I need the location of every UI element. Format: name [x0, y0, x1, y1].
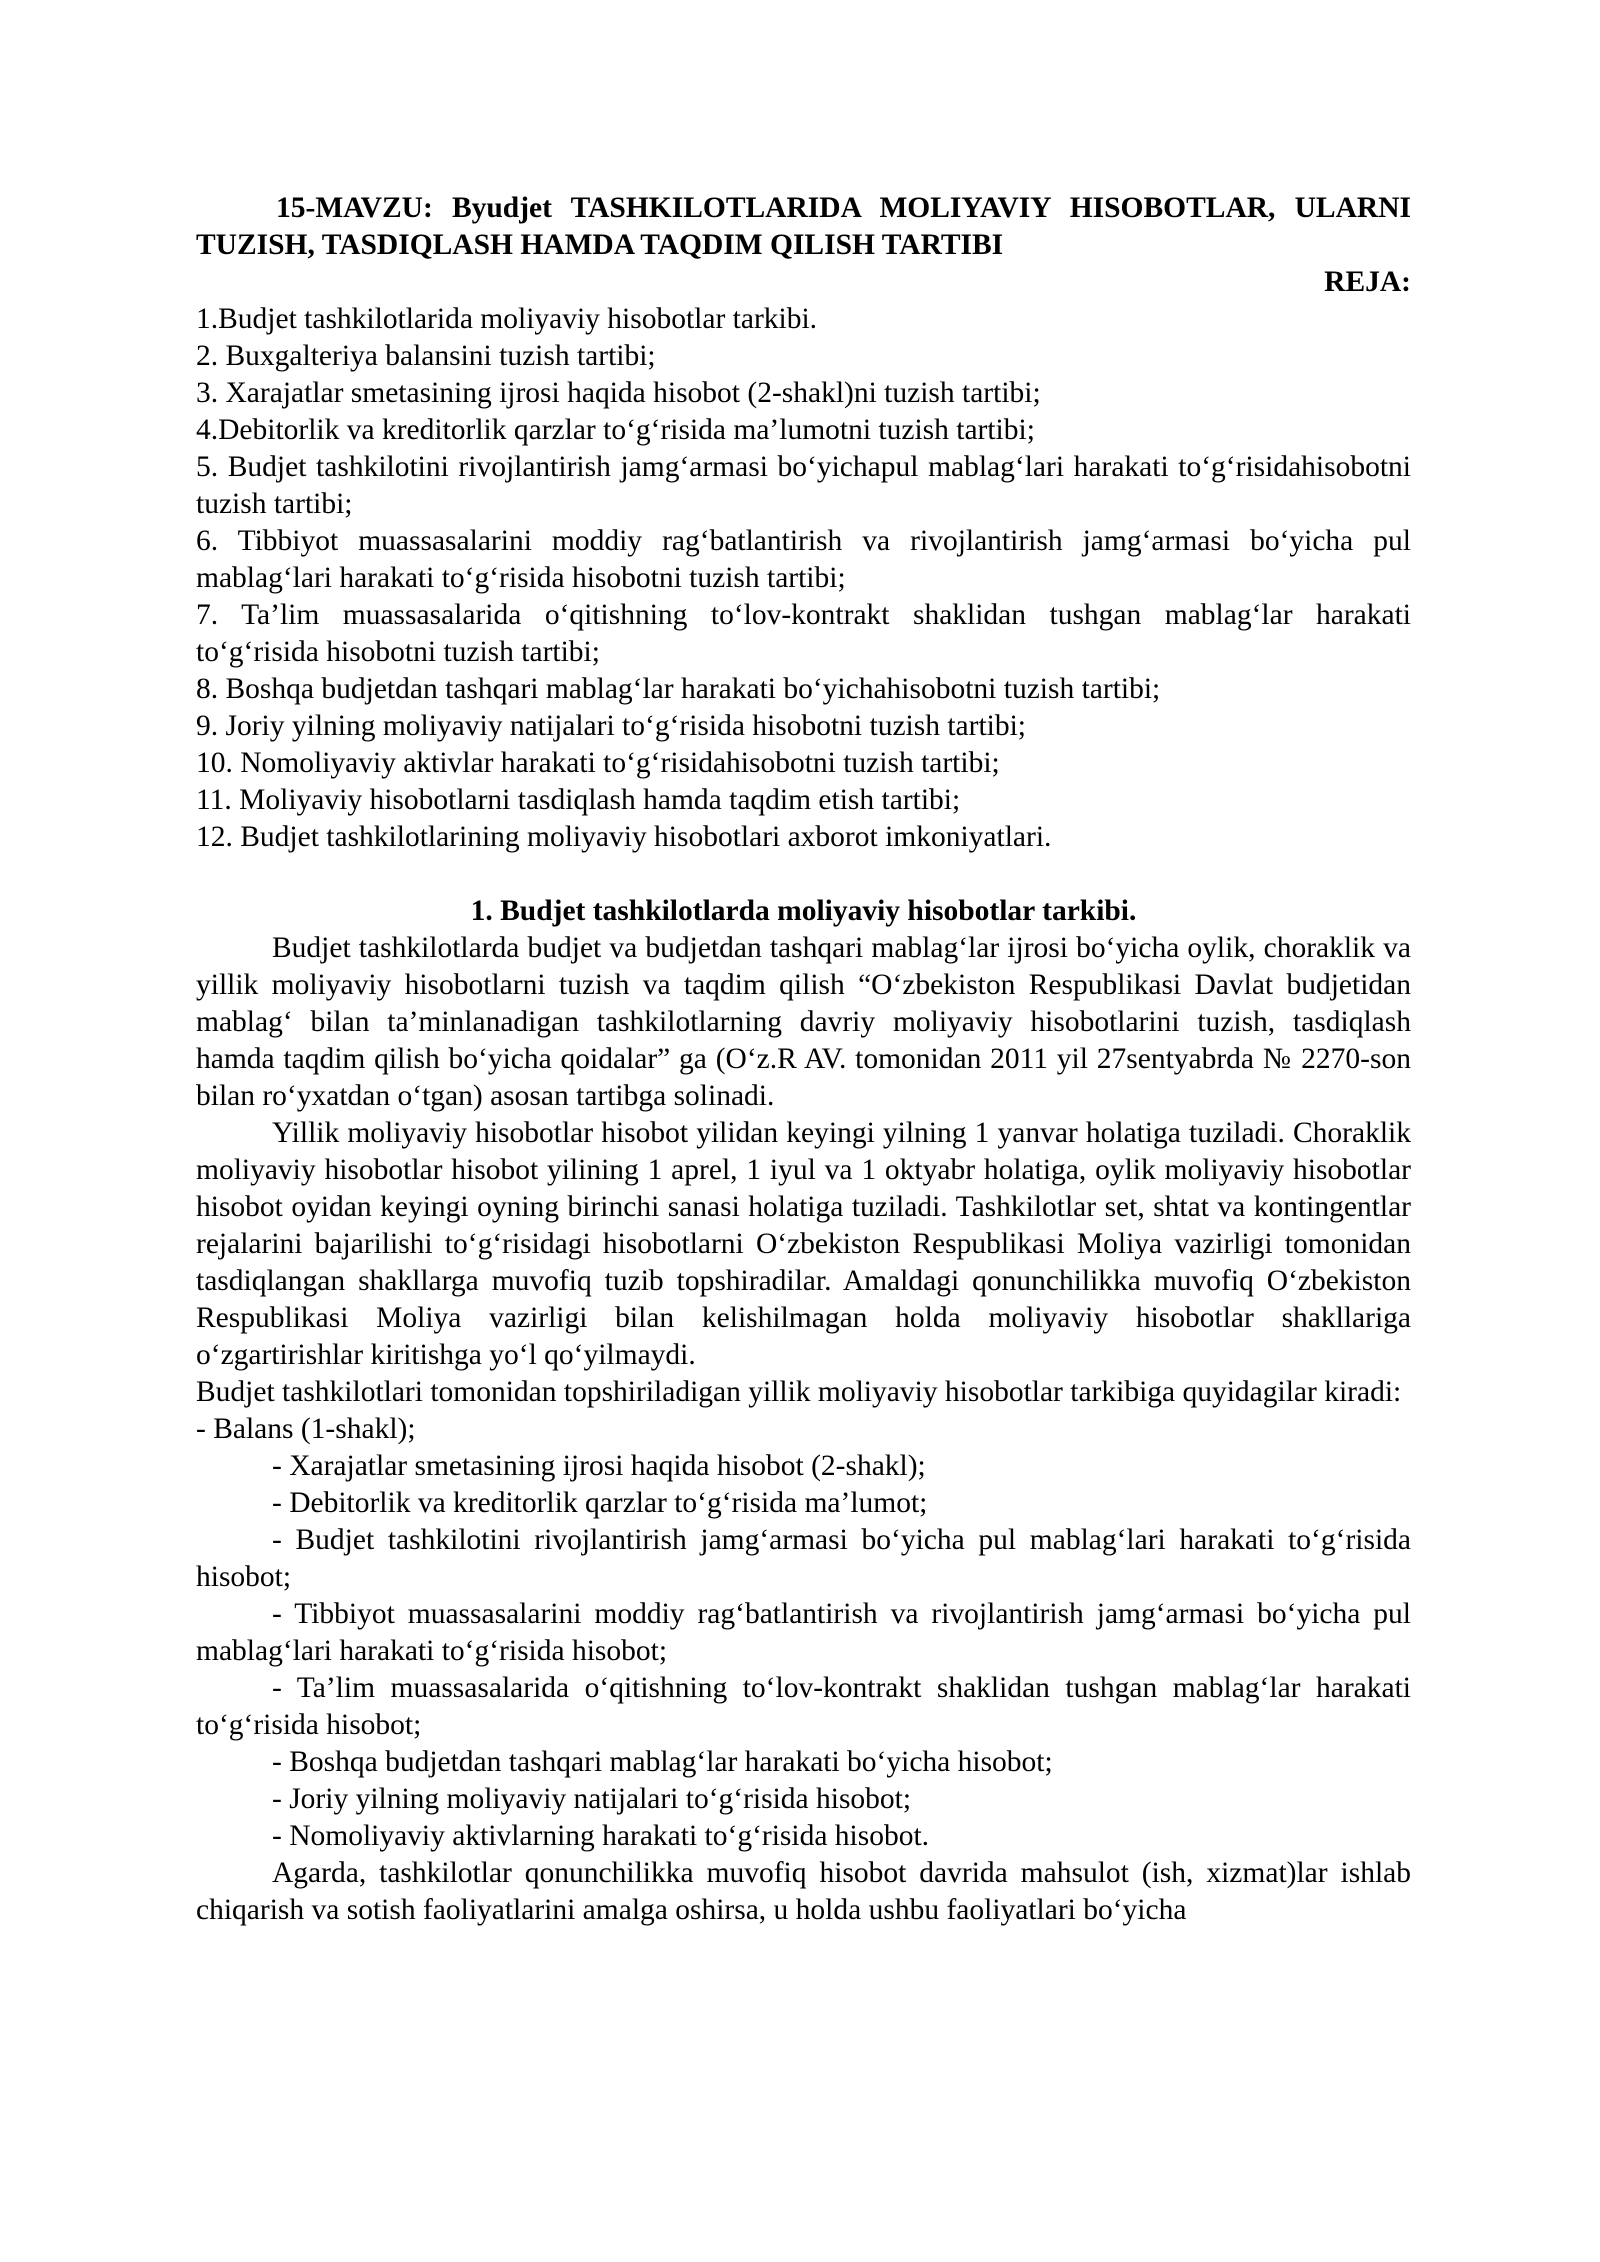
plan-item: 9. Joriy yilning moliyaviy natijalari to‘g‘risida hisobotni tuzish tartibi; — [196, 710, 1026, 742]
plan-item: 8. Boshqa budjetdan tashqari mablag‘lar harakati bo‘yichahisobotni tuzish tartibi; — [196, 673, 1161, 705]
title-main: TASHKILOTLARIDA MOLIYAVIY HISOBOTLAR, ULARNI TUZISH, TASDIQLASH HAMDA TAQDIM QILISH TARTIBI — [196, 192, 1411, 261]
report-list-item: - Xarajatlar smetasining ijrosi haqida hisobot (2-shakl); — [272, 1450, 926, 1482]
report-list-item: - Ta’lim muassasalarida o‘qitishning to‘lov-kontrakt shaklidan tushgan mablag‘lar harakati to‘g‘risida hisobot; — [196, 1672, 1411, 1741]
report-list-item: - Nomoliyaviy aktivlarning harakati to‘g‘risida hisobot. — [272, 1820, 930, 1852]
title-prefix: 15-MAVZU: Byudjet — [276, 192, 552, 224]
plan-item: 2. Buxgalteriya balansini tuzish tartibi; — [196, 340, 656, 372]
plan-item: 1.Budjet tashkilotlarida moliyaviy hisobotlar tarkibi. — [196, 303, 818, 335]
section-heading: 1. Budjet tashkilotlarda moliyaviy hisobotlar tarkibi. — [470, 895, 1137, 927]
document-title — [196, 190, 1411, 264]
plan-item: 5. Budjet tashkilotini rivojlantirish jamg‘armasi bo‘yichapul mablag‘lari harakati to‘g‘risidahisobotni tuzish tartibi; — [196, 451, 1411, 520]
report-list-item: - Balans (1-shakl); — [196, 1413, 416, 1445]
report-list-item: - Boshqa budjetdan tashqari mablag‘lar harakati bo‘yicha hisobot; — [272, 1746, 1053, 1778]
plan-item: 6. Tibbiyot muassasalarini moddiy rag‘batlantirish va rivojlantirish jamg‘armasi bo‘yicha pul mablag‘lari harakati to‘g‘risida hisobotni tuzish tartibi; — [196, 525, 1411, 594]
paragraph: Agarda, tashkilotlar qonunchilikka muvofiq hisobot davrida mahsulot (ish, xizmat)lar ishlab chiqarish va sotish faoliyatlarini amalga oshirsa, u holda ushbu faoliyatlari bo‘yicha — [196, 1857, 1411, 1926]
plan-item: 11. Moliyaviy hisobotlarni tasdiqlash hamda taqdim etish tartibi; — [196, 784, 961, 816]
plan-label: REJA: — [1324, 266, 1411, 298]
paragraph: Yillik moliyaviy hisobotlar hisobot yilidan keyingi yilning 1 yanvar holatiga tuziladi. Choraklik moliyaviy hisobotlar hisobot yilining 1 aprel, 1 iyul va 1 oktyabr holatiga, oylik moliyaviy hisobotlar hisobot oyidan keyingi oyning birinchi sanasi holatiga tuziladi. Tashkilotlar set, shtat va kontingentlar rejalarini bajarilishi to‘g‘risidagi hisobotlarni O‘zbekiston Respublikasi Moliya vazirligi tomonidan tasdiqlangan shakllarga muvofiq tuzib topshiradilar. Amaldagi qonunchilikka muvofiq O‘zbekiston Respublikasi Moliya vazirligi bilan kelishilmagan holda moliyaviy hisobotlar shakllariga o‘zgartirishlar kiritishga yo‘l qo‘yilmaydi. — [196, 1117, 1411, 1371]
plan-item: 7. Ta’lim muassasalarida o‘qitishning to‘lov-kontrakt shaklidan tushgan mablag‘lar harakati to‘g‘risida hisobotni tuzish tartibi; — [196, 599, 1411, 668]
plan-item: 12. Budjet tashkilotlarining moliyaviy hisobotlari axborot imkoniyatlari. — [196, 821, 1052, 853]
plan-item: 4.Debitorlik va kreditorlik qarzlar to‘g‘risida ma’lumotni tuzish tartibi; — [196, 414, 1035, 446]
report-list-item: - Joriy yilning moliyaviy natijalari to‘g‘risida hisobot; — [272, 1783, 912, 1815]
plan-list — [196, 301, 1411, 856]
paragraph: Budjet tashkilotlarda budjet va budjetdan tashqari mablag‘lar ijrosi bo‘yicha oylik, choraklik va yillik moliyaviy hisobotlarni tuzish va taqdim qilish “O‘zbekiston Respublikasi Davlat budjetidan mablag‘ bilan ta’minlanadigan tashkilotlarning davriy moliyaviy hisobotlarini tuzish, tasdiqlash hamda taqdim qilish bo‘yicha qoidalar” ga (O‘z.R AV. tomonidan 2011 yil 27sentyabrda № 2270-son bilan ro‘yxatdan o‘tgan) asosan tartibga solinadi. — [196, 932, 1411, 1112]
plan-item: 3. Xarajatlar smetasining ijrosi haqida hisobot (2-shakl)ni tuzish tartibi; — [196, 377, 1041, 409]
report-list-item: - Tibbiyot muassasalarini moddiy rag‘batlantirish va rivojlantirish jamg‘armasi bo‘yicha pul mablag‘lari harakati to‘g‘risida hisobot; — [196, 1598, 1411, 1667]
paragraph: Budjet tashkilotlari tomonidan topshiriladigan yillik moliyaviy hisobotlar tarkibiga quyidagilar kiradi: — [196, 1376, 1402, 1408]
document-page — [196, 190, 1411, 1929]
report-list-item: - Budjet tashkilotini rivojlantirish jamg‘armasi bo‘yicha pul mablag‘lari harakati to‘g‘risida hisobot; — [196, 1524, 1411, 1593]
report-list-item: - Debitorlik va kreditorlik qarzlar to‘g‘risida ma’lumot; — [272, 1487, 928, 1519]
plan-item: 10. Nomoliyaviy aktivlar harakati to‘g‘risidahisobotni tuzish tartibi; — [196, 747, 1000, 779]
